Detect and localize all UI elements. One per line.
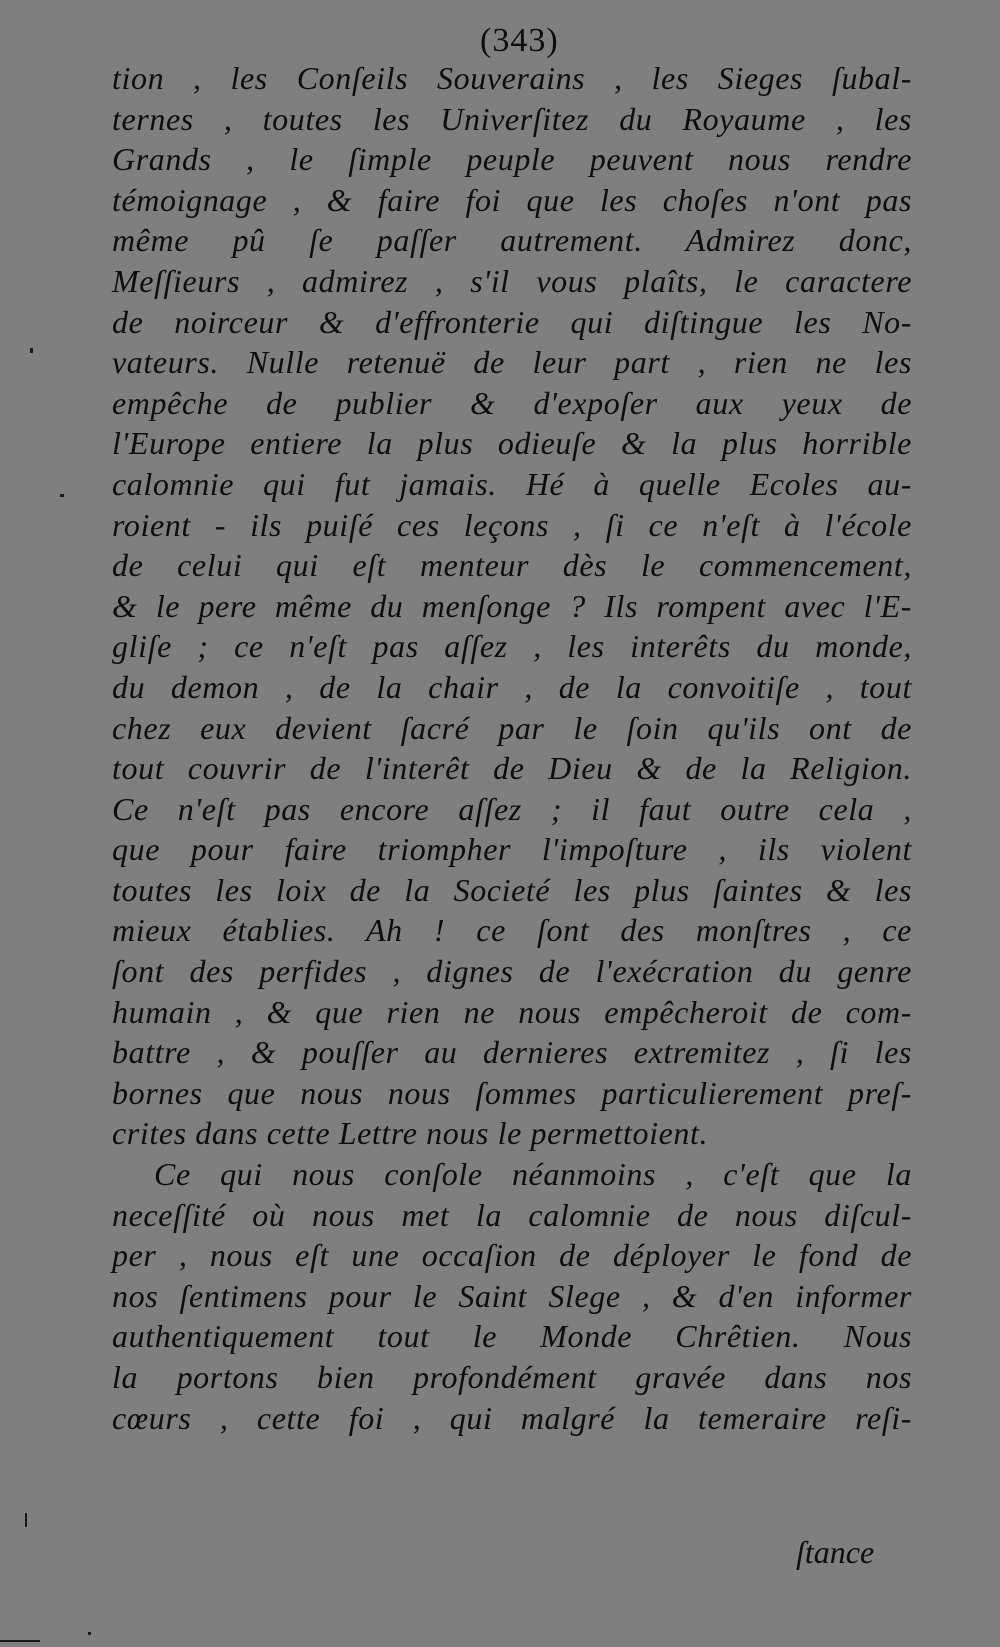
- text-line: Ce n'eſt pas encore aſſez ; il faut outre cela ,: [112, 790, 912, 827]
- text-line: Grands , le ſimple peuple peuvent nous rendre: [112, 141, 912, 178]
- scan-speck: [88, 1632, 91, 1635]
- text-line: de noirceur & d'effronterie qui diſtingue les No-: [112, 303, 912, 340]
- text-line: empêche de publier & d'expoſer aux yeux de: [112, 384, 912, 421]
- text-line: toutes les loix de la Societé les plus ſaintes & les: [112, 871, 912, 908]
- catchword: ſtance: [796, 1534, 875, 1570]
- text-line: battre , & pouſſer au dernieres extremitez , ſi les: [112, 1034, 912, 1071]
- paragraph-start-line: Ce qui nous conſole néanmoins , c'eſt que la: [154, 1156, 912, 1193]
- text-line: roient - ils puiſé ces leçons , ſi ce n'eſt à l'école: [112, 506, 912, 543]
- text-line: & le pere même du menſonge ? Ils rompent avec l'E-: [112, 587, 912, 624]
- text-line: témoignage , & faire foi que les choſes n'ont pas: [112, 181, 912, 218]
- text-line: chez eux devient ſacré par le ſoin qu'ils ont de: [112, 709, 912, 746]
- text-line: de celui qui eſt menteur dès le commencement,: [112, 547, 912, 584]
- text-line: ſont des perfides , dignes de l'exécration du genre: [112, 953, 912, 990]
- text-line: même pû ſe paſſer autrement. Admirez donc,: [112, 222, 912, 259]
- text-line: per , nous eſt une occaſion de déployer le fond de: [112, 1237, 912, 1274]
- text-line: tout couvrir de l'interêt de Dieu & de la Religion.: [112, 750, 912, 787]
- scan-speck: [30, 348, 33, 353]
- body-text: [112, 58, 912, 1438]
- text-line: neceſſité où nous met la calomnie de nous diſcul-: [112, 1196, 912, 1233]
- text-line: que pour faire triompher l'impoſture , ils violent: [112, 831, 912, 868]
- text-line: Meſſieurs , admirez , s'il vous plaîts, le caractere: [112, 262, 912, 299]
- scan-speck: [0, 1640, 40, 1642]
- text-line: crites dans cette Lettre nous le permettoient.: [112, 1115, 709, 1152]
- text-line: l'Europe entiere la plus odieuſe & la plus horrible: [112, 425, 912, 462]
- text-line: calomnie qui fut jamais. Hé à quelle Ecoles au-: [112, 465, 912, 502]
- text-line: nos ſentimens pour le Saint Slege , & d'en informer: [112, 1277, 912, 1314]
- text-line: humain , & que rien ne nous empêcheroit de com-: [112, 993, 912, 1030]
- text-line: bornes que nous nous ſommes particulierement preſ-: [112, 1074, 912, 1111]
- text-line: cœurs , cette foi , qui malgré la temeraire reſi-: [112, 1399, 912, 1436]
- page-number: (343): [480, 22, 559, 59]
- scan-speck: [25, 1513, 27, 1527]
- text-line: mieux établies. Ah ! ce ſont des monſtres , ce: [112, 912, 912, 949]
- text-line: gliſe ; ce n'eſt pas aſſez , les interêts du monde,: [112, 628, 912, 665]
- text-line: vateurs. Nulle retenuë de leur part , rien ne les: [112, 344, 912, 381]
- text-line: ternes , toutes les Univerſitez du Royaume , les: [112, 100, 912, 137]
- scan-speck: [60, 494, 64, 497]
- text-line: du demon , de la chair , de la convoitiſe , tout: [112, 668, 912, 705]
- text-line: la portons bien profondément gravée dans nos: [112, 1359, 912, 1395]
- text-line: authentiquement tout le Monde Chrêtien. Nous: [112, 1318, 912, 1355]
- text-line: tion , les Conſeils Souverains , les Sieges ſubal-: [112, 60, 912, 96]
